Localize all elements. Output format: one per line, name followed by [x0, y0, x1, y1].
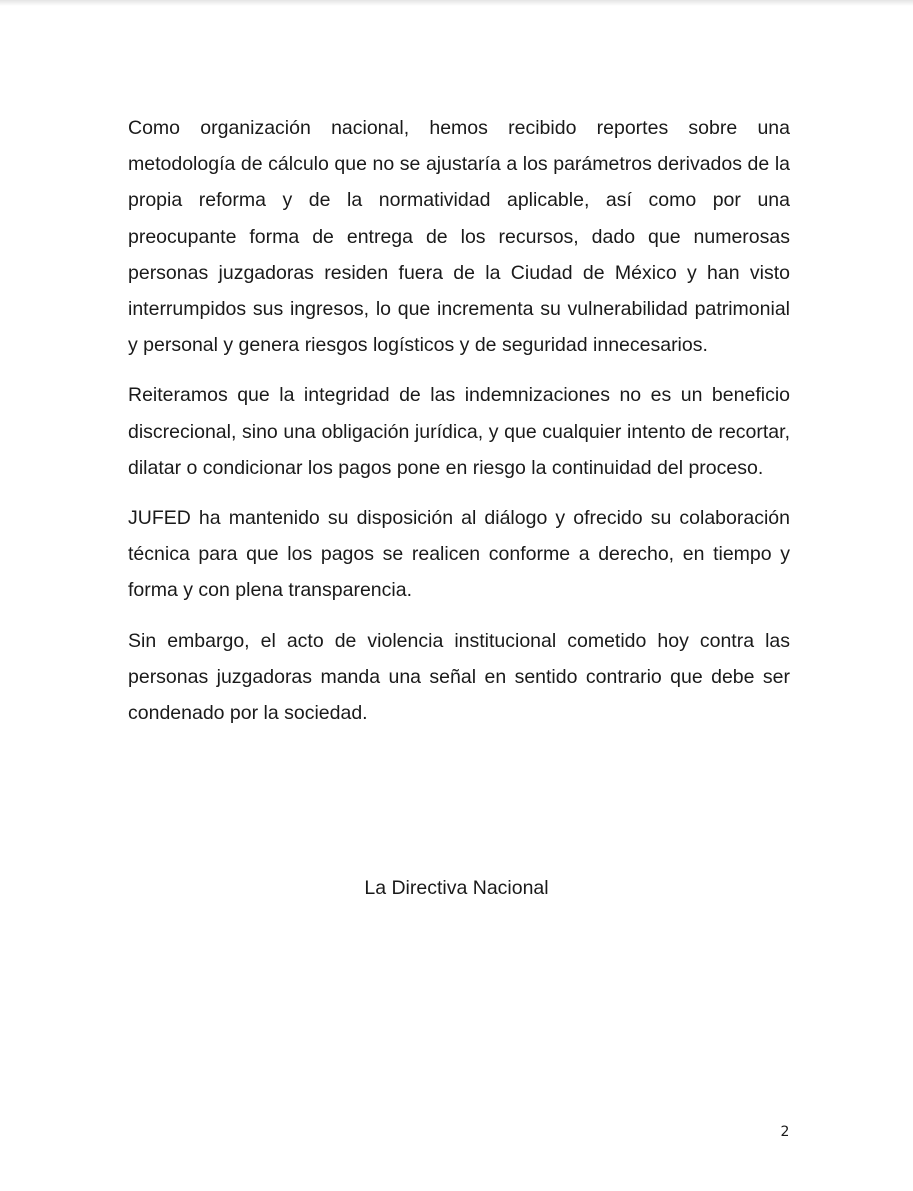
paragraph-jufed-dialogue: JUFED ha mantenido su disposición al diálogo y ofrecido su colaboración técnica para que los pagos se realicen conforme a derecho, en tiempo y forma y con plena transparencia. — [128, 507, 790, 602]
paragraph-methodology-reports: Como organización nacional, hemos recibido reportes sobre una metodología de cálculo que no se ajustaría a los parámetros derivados de la propia reforma y de la normatividad aplicable, así como por una preocupante forma de entrega de los recursos, dado que numerosas personas juzgadoras residen fuera de la Ciudad de México y han visto interrumpidos sus ingresos, lo que incrementa su vulnerabilidad patrimonial y personal y genera riesgos logísticos y de seguridad innecesarios. — [128, 117, 790, 357]
paragraph-compensation-integrity: Reiteramos que la integridad de las indemnizaciones no es un beneficio discrecional, sino una obligación jurídica, y que cualquier intento de recortar, dilatar o condicionar los pagos pone en riesgo la continuidad del proceso. — [128, 384, 790, 479]
document-body — [128, 110, 790, 745]
signature-line: La Directiva Nacional — [364, 877, 549, 899]
paragraph-institutional-violence: Sin embargo, el acto de violencia institucional cometido hoy contra las personas juzgadoras manda una señal en sentido contrario que debe ser condenado por la sociedad. — [128, 629, 790, 725]
page-number: 2 — [780, 1124, 790, 1140]
